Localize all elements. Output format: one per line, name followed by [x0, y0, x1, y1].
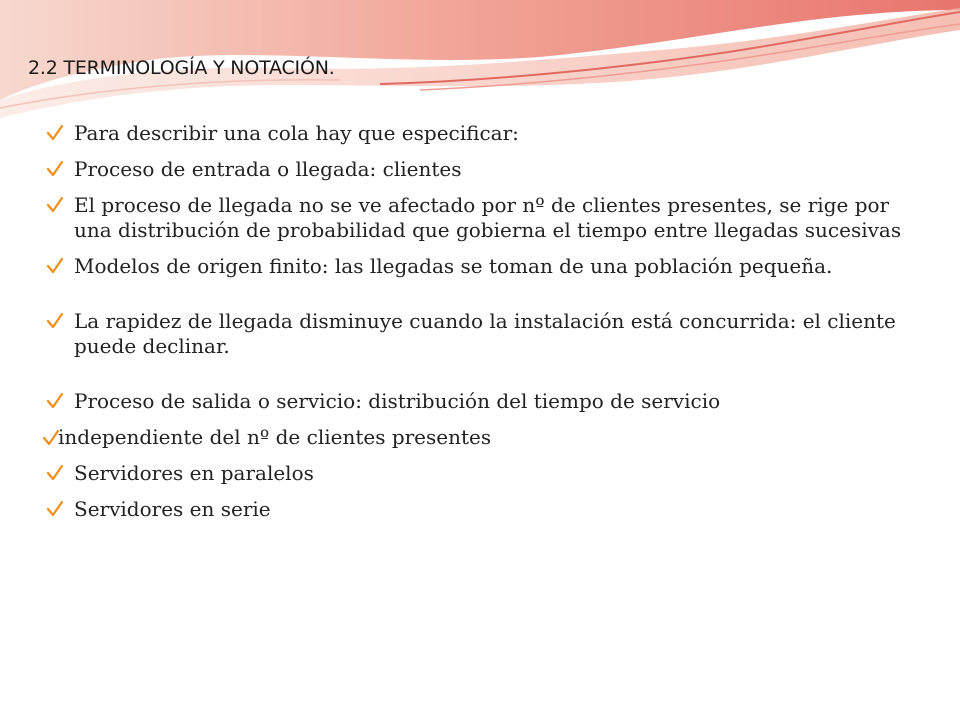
bullet-list — [46, 121, 926, 522]
bullet-item — [46, 121, 926, 146]
bullet-text: independiente del nº de clientes presentes — [58, 425, 492, 449]
checkmark-icon — [46, 124, 64, 142]
bullet-item — [46, 309, 926, 359]
bullet-item — [46, 193, 926, 243]
checkmark-icon — [46, 392, 64, 410]
bullet-item — [46, 461, 926, 486]
bullet-item — [46, 425, 926, 450]
bullet-item — [46, 497, 926, 522]
checkmark-icon — [46, 500, 64, 518]
checkmark-icon — [42, 429, 60, 447]
checkmark-icon — [46, 160, 64, 178]
bullet-text: Servidores en serie — [74, 497, 271, 521]
bullet-text: Servidores en paralelos — [74, 461, 314, 485]
checkmark-icon — [46, 312, 64, 330]
bullet-text: El proceso de llegada no se ve afectado por nº de clientes presentes, se rige por una distribución de probabilidad que gobierna el tiempo entre llegadas sucesivas — [74, 193, 902, 242]
checkmark-icon — [46, 257, 64, 275]
bullet-text: Modelos de origen finito: las llegadas se toman de una población pequeña. — [74, 254, 833, 278]
checkmark-icon — [46, 464, 64, 482]
bullet-text: Para describir una cola hay que especificar: — [74, 121, 519, 145]
bullet-item — [46, 389, 926, 414]
bullet-text: La rapidez de llegada disminuye cuando la instalación está concurrida: el cliente puede declinar. — [74, 309, 896, 358]
bullet-item — [46, 157, 926, 182]
bullet-text: Proceso de entrada o llegada: clientes — [74, 157, 462, 181]
slide-title: 2.2 TERMINOLOGÍA Y NOTACIÓN. — [28, 57, 335, 79]
bullet-item — [46, 254, 926, 279]
bullet-text: Proceso de salida o servicio: distribución del tiempo de servicio — [74, 389, 721, 413]
checkmark-icon — [46, 196, 64, 214]
